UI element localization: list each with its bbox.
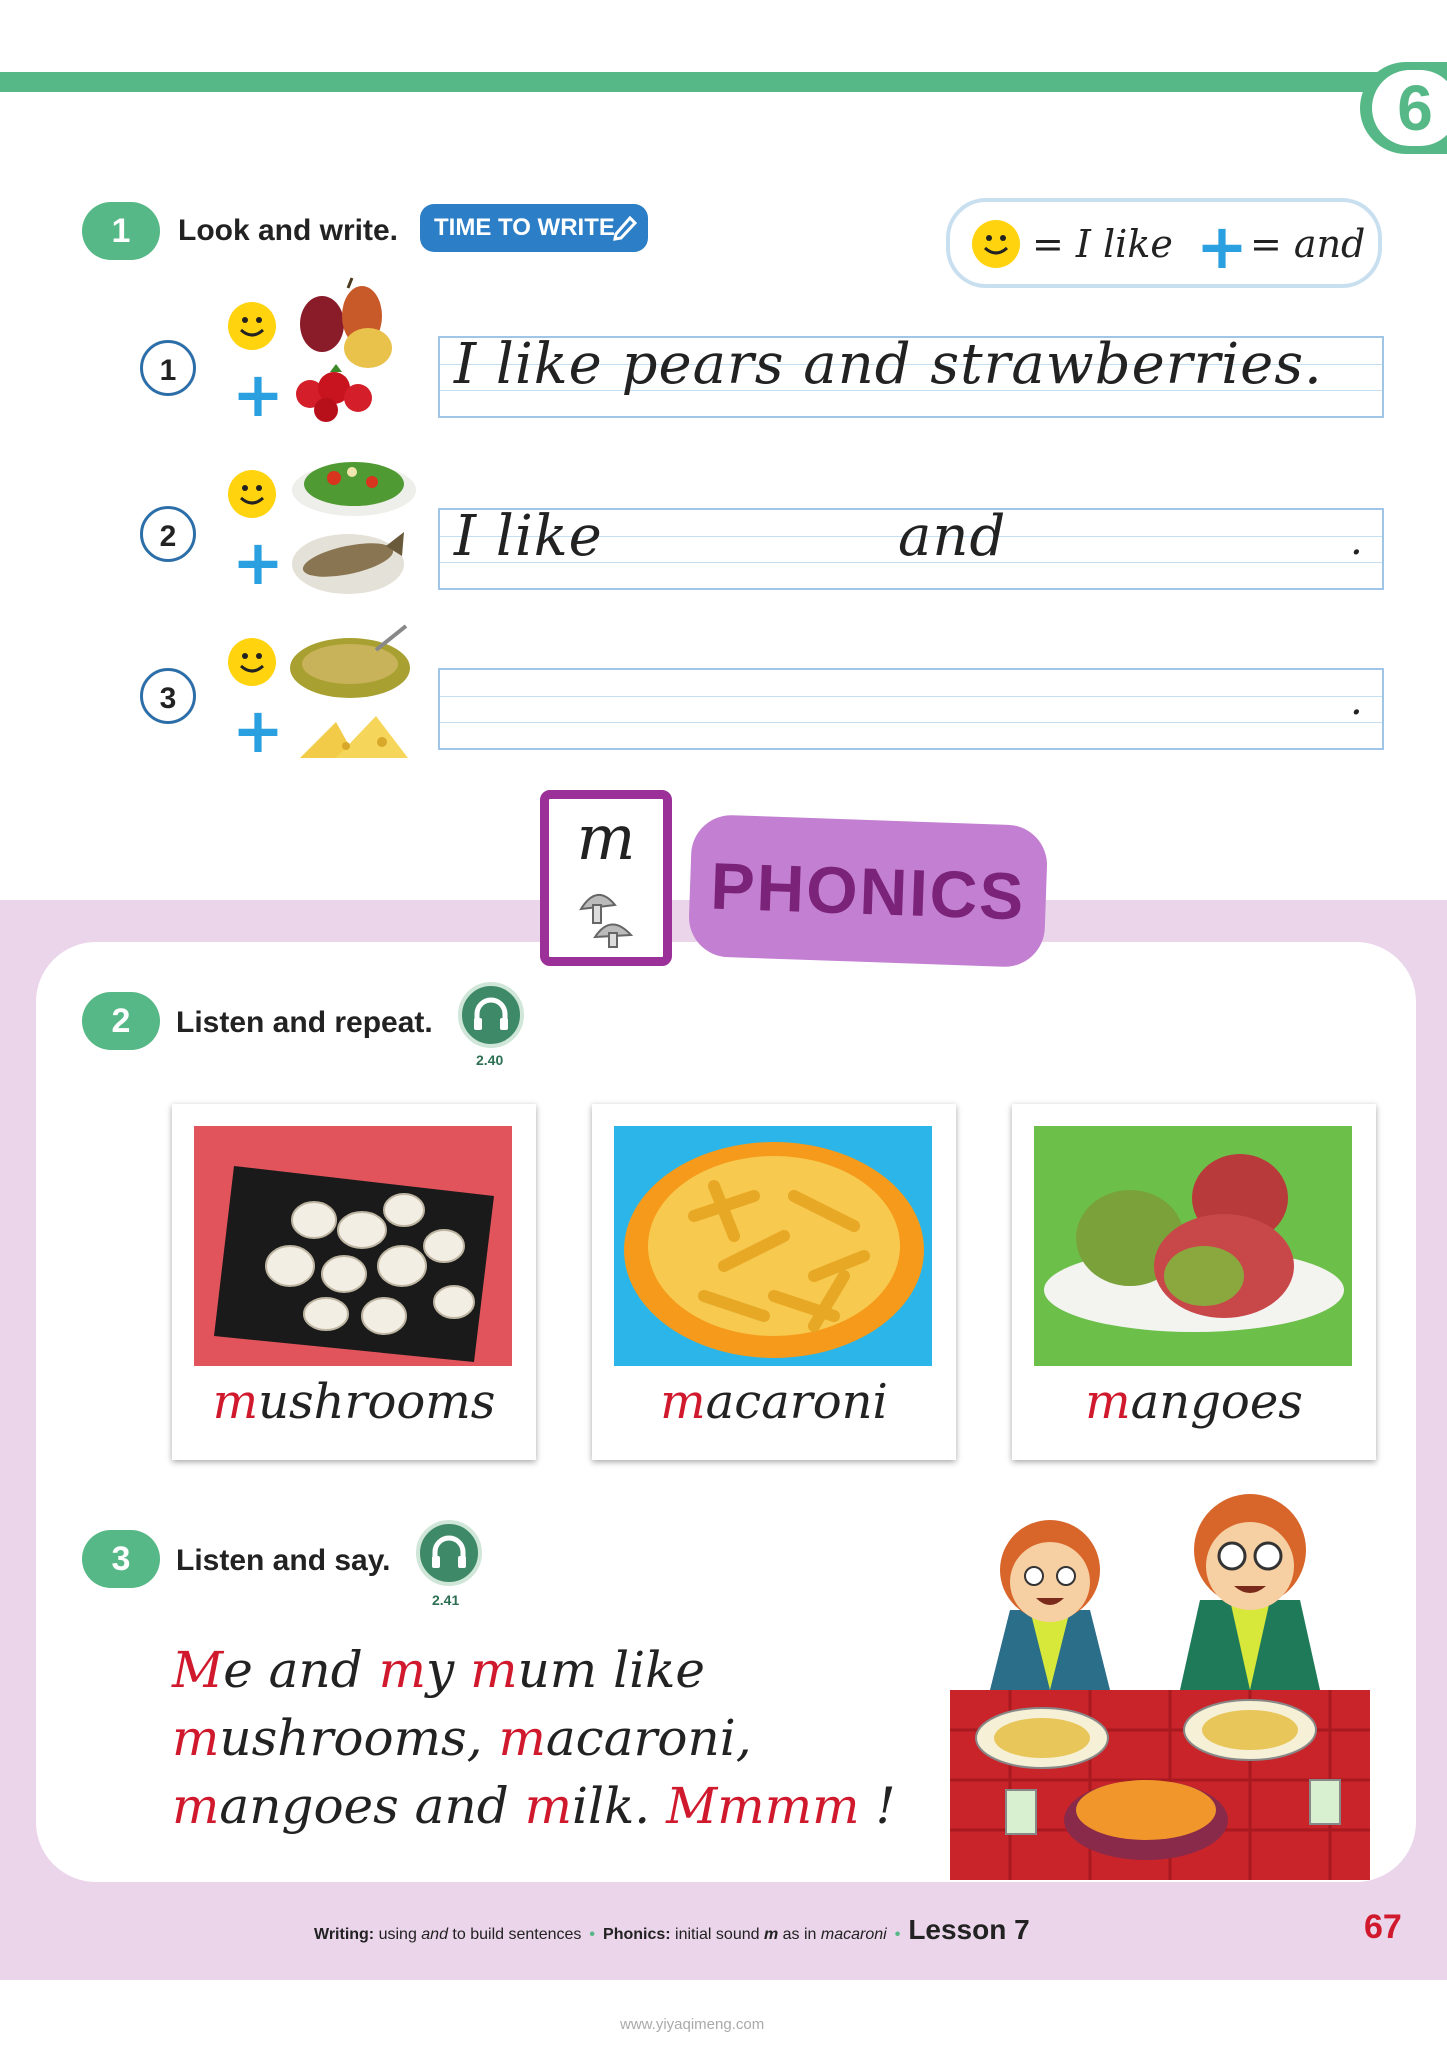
- item-number: 3: [140, 668, 196, 724]
- poem: [172, 1636, 896, 1840]
- smiley-icon: [972, 220, 1020, 268]
- soup-cheese-image: [286, 620, 416, 770]
- footer-summary: Writing: using and to build sentences • Phonics: initial sound m as in macaroni • Lesson 7: [314, 1914, 1030, 1945]
- time-to-write-label: [420, 204, 648, 252]
- pencil-icon: [610, 212, 640, 242]
- activity-1-badge: 1: [82, 202, 160, 260]
- written-sentence: I like pears and strawberries.: [454, 332, 1323, 397]
- written-start: I like: [454, 504, 603, 569]
- header-band: [0, 72, 1380, 92]
- word-label: mushrooms: [212, 1374, 496, 1430]
- pears-strawberries-image: [290, 276, 400, 426]
- writing-line: [438, 504, 1384, 590]
- key-plus-meaning: = and: [1250, 222, 1366, 266]
- phonics-title: PHONICS: [688, 814, 1049, 968]
- item-number: 2: [140, 506, 196, 562]
- activity-2-instruction: Listen and repeat.: [176, 1006, 433, 1039]
- mushrooms-photo: [194, 1126, 512, 1366]
- full-stop: .: [1350, 518, 1364, 564]
- activity-1-instruction: Look and write.: [178, 214, 399, 247]
- written-and: and: [898, 504, 1007, 569]
- poem-line-1: Me and my mum like: [172, 1641, 705, 1699]
- word-label: macaroni: [660, 1374, 888, 1430]
- poem-line-2: mushrooms, macaroni,: [172, 1709, 752, 1767]
- word-label: mangoes: [1085, 1374, 1303, 1430]
- letter-card: [540, 790, 672, 966]
- children-eating-illustration: [950, 1490, 1370, 1880]
- plus-icon: +: [232, 526, 284, 599]
- key-smiley-meaning: = I like: [1032, 222, 1173, 266]
- symbol-key: [946, 198, 1382, 288]
- audio-button[interactable]: [416, 1520, 482, 1586]
- track-number: 2.41: [432, 1592, 460, 1608]
- mangoes-photo: [1034, 1126, 1352, 1366]
- page-number: 67: [1364, 1908, 1402, 1946]
- time-to-write-text: TIME TO WRITE: [434, 214, 615, 241]
- plus-icon: +: [232, 358, 284, 431]
- track-number: 2.40: [476, 1052, 504, 1068]
- writing-line: [438, 332, 1384, 418]
- headphones-icon: [420, 1524, 478, 1582]
- writing-line: [438, 668, 1384, 750]
- word-card-mushrooms: [172, 1104, 536, 1460]
- activity-3-instruction: Listen and say.: [176, 1544, 391, 1577]
- item-number: 1: [140, 340, 196, 396]
- plus-icon: +: [1196, 210, 1248, 283]
- smiley-icon: [228, 470, 276, 518]
- full-stop: .: [1350, 678, 1364, 724]
- audio-button[interactable]: [458, 982, 524, 1048]
- macaroni-photo: [614, 1126, 932, 1366]
- headphones-icon: [462, 986, 520, 1044]
- phonics-letter: m: [576, 801, 636, 874]
- unit-number: 6: [1372, 70, 1447, 146]
- poem-line-3: mangoes and milk. Mmmm !: [172, 1777, 896, 1835]
- mushroom-icon: [575, 879, 637, 951]
- word-card-mangoes: [1012, 1104, 1376, 1460]
- smiley-icon: [228, 638, 276, 686]
- activity-3-badge: 3: [82, 1530, 160, 1588]
- watermark: www.yiyaqimeng.com: [620, 2016, 765, 2033]
- smiley-icon: [228, 302, 276, 350]
- salad-fish-image: [286, 448, 422, 608]
- plus-icon: +: [232, 694, 284, 767]
- activity-2-badge: 2: [82, 992, 160, 1050]
- word-card-macaroni: [592, 1104, 956, 1460]
